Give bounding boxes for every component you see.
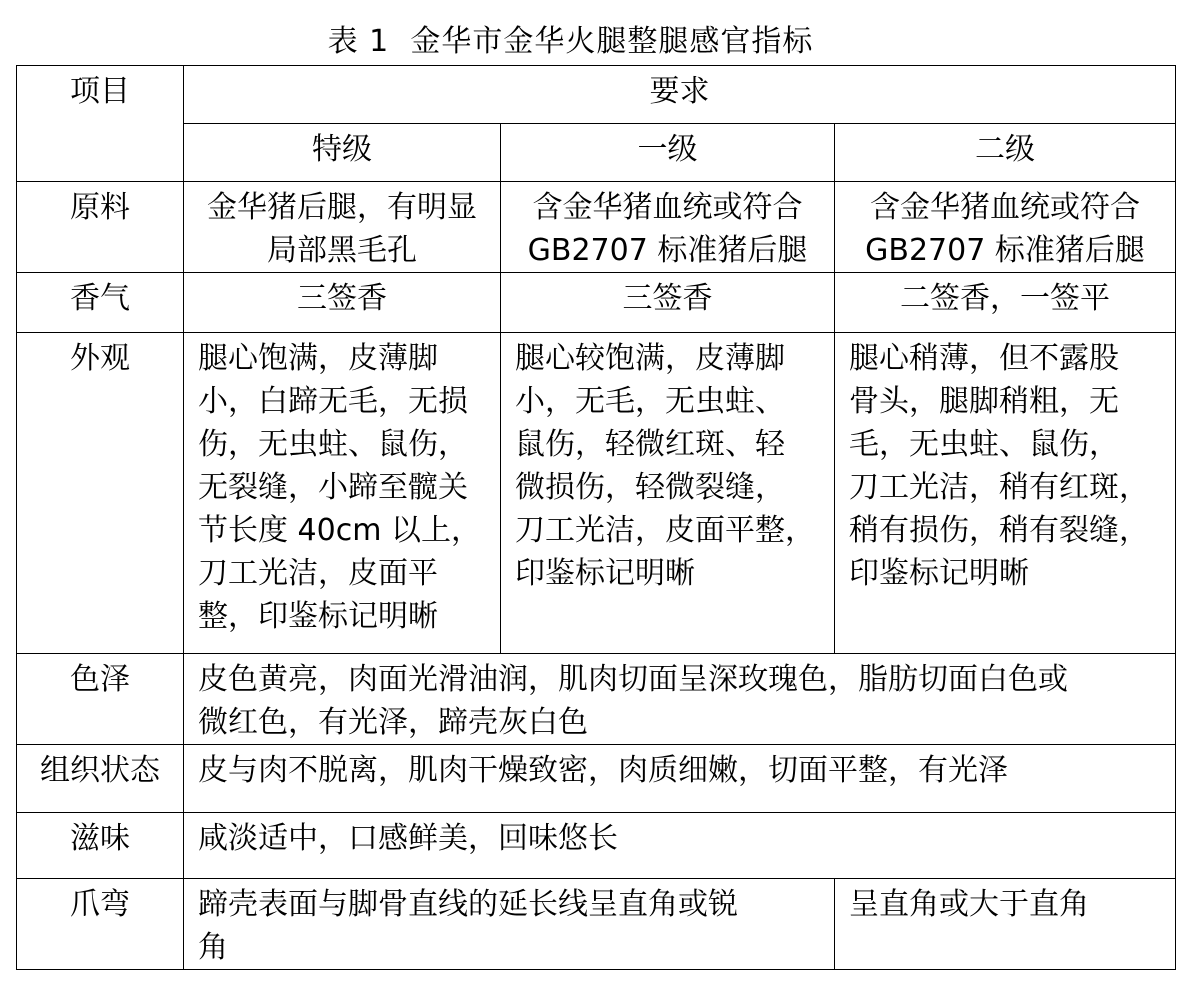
material-special-text: 金华猪后腿，有明显 局部黑毛孔 bbox=[207, 190, 477, 268]
header-row-requirement bbox=[17, 66, 1176, 124]
material-second-cell bbox=[835, 182, 1176, 273]
aroma-first-text: 三签香 bbox=[622, 281, 713, 316]
material-second-text: 含金华猪血统或符合 GB2707 标准猪后腿 bbox=[865, 190, 1145, 268]
material-special-cell bbox=[184, 182, 501, 273]
sensory-spec-table bbox=[16, 65, 1176, 970]
grade-first-cell bbox=[501, 124, 835, 182]
grade-first-label: 一级 bbox=[637, 132, 698, 167]
texture-label: 组织状态 bbox=[40, 753, 160, 788]
claw-special-first-text: 蹄壳表面与脚骨直线的延长线呈直角或锐 角 bbox=[198, 887, 738, 965]
color-text-cell bbox=[184, 654, 1176, 745]
table-caption: 表 1 金华市金华火腿整腿感官指标 bbox=[327, 24, 814, 59]
appearance-second-text: 腿心稍薄，但不露股 骨头，腿脚稍粗，无 毛，无虫蛀、鼠伤， 刀工光洁，稍有红斑， 稍有损伤，稍有裂缝， 印鉴标记明晰 bbox=[849, 341, 1149, 591]
material-first-text: 含金华猪血统或符合 GB2707 标准猪后腿 bbox=[527, 190, 808, 268]
table-row-material bbox=[17, 182, 1176, 273]
table-row-appearance bbox=[17, 333, 1176, 654]
aroma-first-cell bbox=[501, 273, 835, 333]
table-row-aroma bbox=[17, 273, 1176, 333]
claw-second-text: 呈直角或大于直角 bbox=[849, 887, 1089, 922]
appearance-label: 外观 bbox=[70, 341, 130, 376]
taste-label-cell bbox=[17, 813, 184, 879]
claw-second-cell bbox=[835, 879, 1176, 970]
aroma-label: 香气 bbox=[70, 281, 130, 316]
appearance-special-text: 腿心饱满，皮薄脚 小，白蹄无毛，无损 伤，无虫蛀、鼠伤， 无裂缝，小蹄至髋关 节长度 40cm 以上， 刀工光洁，皮面平 整，印鉴标记明晰 bbox=[198, 341, 481, 634]
appearance-first-cell bbox=[501, 333, 835, 654]
texture-text-cell bbox=[184, 745, 1176, 813]
material-label: 原料 bbox=[70, 190, 130, 225]
appearance-first-text: 腿心较饱满，皮薄脚 小，无毛，无虫蛀、 鼠伤，轻微红斑、轻 微损伤，轻微裂缝， 刀工光洁，皮面平整， 印鉴标记明晰 bbox=[515, 341, 815, 591]
header-item-cell bbox=[17, 66, 184, 182]
aroma-special-cell bbox=[184, 273, 501, 333]
grade-special-cell bbox=[184, 124, 501, 182]
aroma-label-cell bbox=[17, 273, 184, 333]
material-label-cell bbox=[17, 182, 184, 273]
color-text: 皮色黄亮，肉面光滑油润，肌肉切面呈深玫瑰色，脂肪切面白色或 微红色，有光泽，蹄壳灰白色 bbox=[198, 662, 1068, 740]
table-row-taste bbox=[17, 813, 1176, 879]
aroma-second-text: 二签香，一签平 bbox=[900, 281, 1110, 316]
claw-special-first-cell bbox=[184, 879, 835, 970]
taste-label: 滋味 bbox=[70, 821, 130, 856]
appearance-special-cell bbox=[184, 333, 501, 654]
aroma-second-cell bbox=[835, 273, 1176, 333]
grade-second-cell bbox=[835, 124, 1176, 182]
color-label: 色泽 bbox=[70, 662, 130, 697]
taste-text-cell bbox=[184, 813, 1176, 879]
texture-text: 皮与肉不脱离，肌肉干燥致密，肉质细嫩，切面平整，有光泽 bbox=[198, 753, 1008, 788]
table-row-texture bbox=[17, 745, 1176, 813]
aroma-special-text: 三签香 bbox=[297, 281, 387, 316]
grade-second-label: 二级 bbox=[975, 132, 1035, 167]
header-row-grades bbox=[17, 124, 1176, 182]
header-requirement-label: 要求 bbox=[649, 74, 710, 109]
taste-text: 咸淡适中，口感鲜美，回味悠长 bbox=[198, 821, 618, 856]
header-item-label: 项目 bbox=[70, 74, 130, 109]
material-first-cell bbox=[501, 182, 835, 273]
appearance-label-cell bbox=[17, 333, 184, 654]
header-requirement-cell bbox=[184, 66, 1176, 124]
color-label-cell bbox=[17, 654, 184, 745]
appearance-second-cell bbox=[835, 333, 1176, 654]
claw-label-cell bbox=[17, 879, 184, 970]
table-row-color bbox=[17, 654, 1176, 745]
claw-label: 爪弯 bbox=[70, 887, 130, 922]
texture-label-cell bbox=[17, 745, 184, 813]
grade-special-label: 特级 bbox=[312, 132, 372, 167]
table-row-claw bbox=[17, 879, 1176, 970]
